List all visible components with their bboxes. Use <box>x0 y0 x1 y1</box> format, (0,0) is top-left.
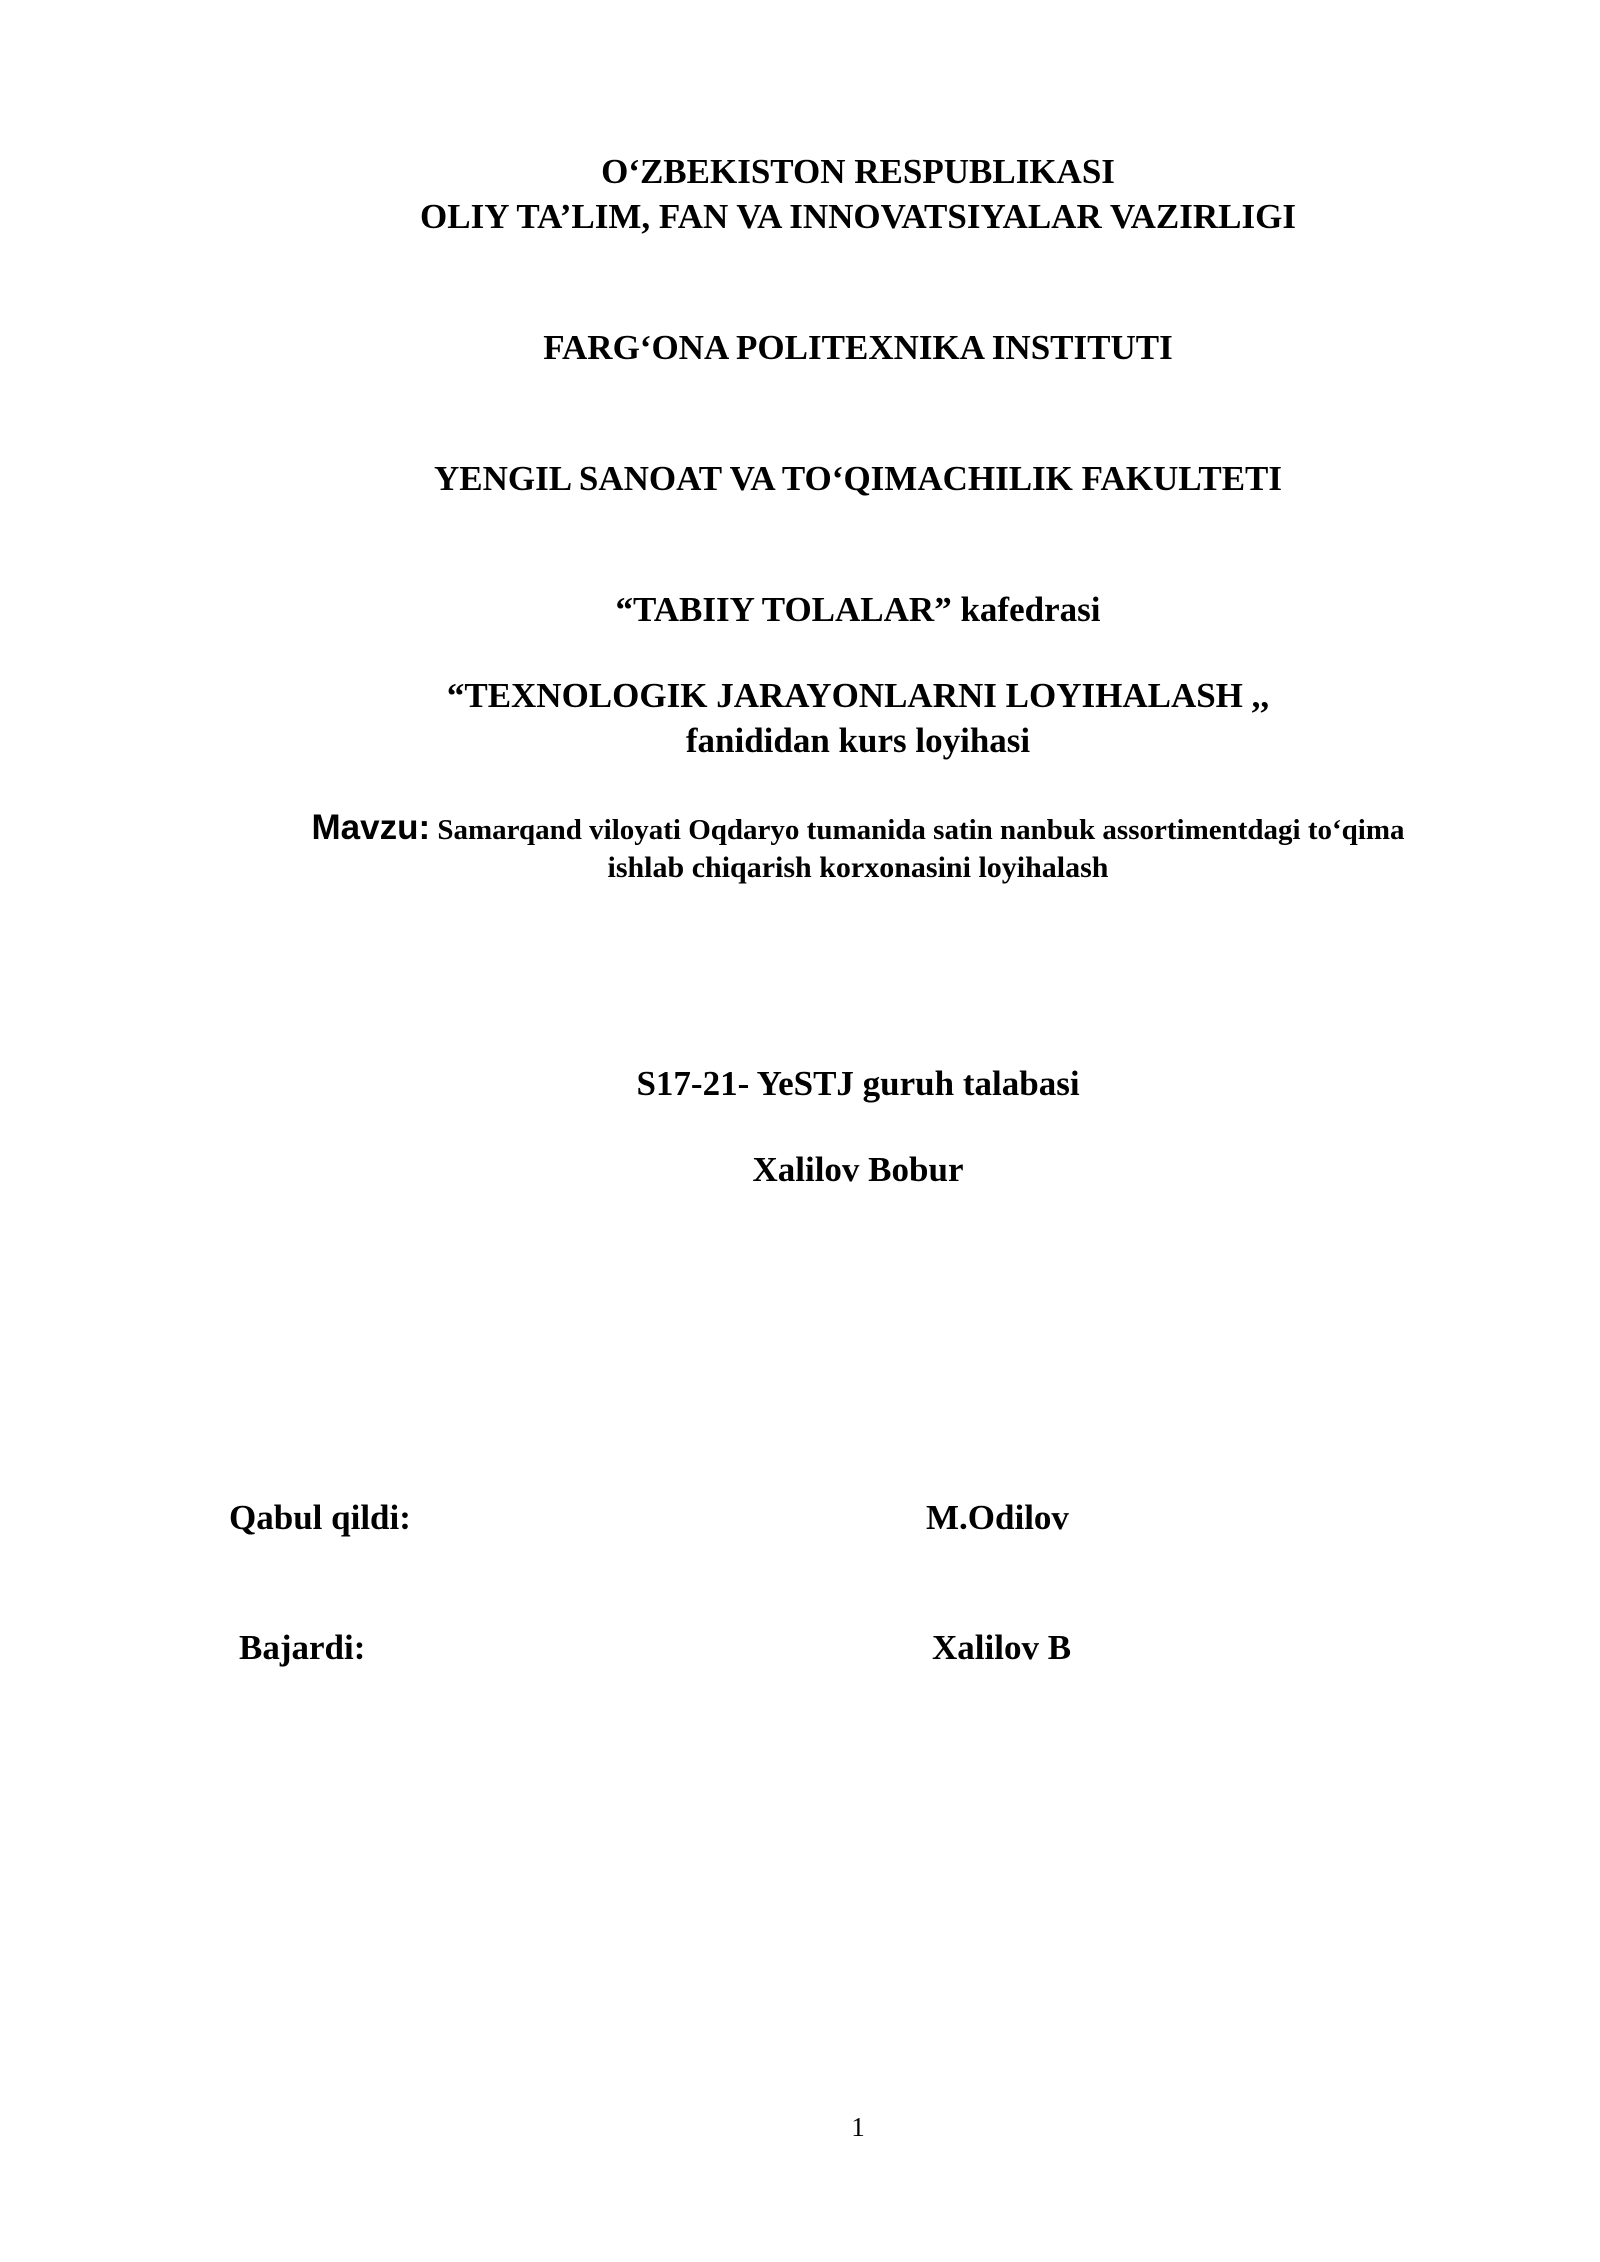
department-suffix: kafedrasi <box>951 590 1101 629</box>
topic-text-2: ishlab chiqarish korxonasini loyihalash <box>607 851 1109 884</box>
department-name: “TABIIY TOLALAR” <box>615 590 952 629</box>
subject-title: “TEXNOLOGIK JARAYONLARNI LOYIHALASH ,, <box>446 676 1270 715</box>
faculty-title: YENGIL SANOAT VA TO‘QIMACHILIK FAKULTETI <box>433 459 1283 498</box>
department-title <box>0 590 1600 630</box>
subject-subtitle: fanididan kurs loyihasi <box>685 721 1031 760</box>
institute-title: FARG‘ONA POLITEXNIKA INSTITUTI <box>543 328 1173 367</box>
done-label: Bajardi: <box>239 1628 366 1667</box>
page-number: 1 <box>851 2112 865 2142</box>
accepted-label: Qabul qildi: <box>229 1498 411 1537</box>
accepted-name: M.Odilov <box>926 1498 1069 1537</box>
topic-line-1 <box>0 808 1600 848</box>
student-name: Xalilov Bobur <box>752 1150 964 1189</box>
topic-label: Mavzu: <box>311 808 431 847</box>
ministry-country-line: O‘ZBEKISTON RESPUBLIKASI <box>601 152 1115 191</box>
student-group: S17-21- YeSTJ guruh talabasi <box>636 1064 1080 1103</box>
topic-text-1: Samarqand viloyati Oqdaryo tumanida satin nanbuk assortimentdagi to‘qima <box>430 814 1405 846</box>
ministry-name-line: OLIY TA’LIM, FAN VA INNOVATSIYALAR VAZIRLIGI <box>420 197 1296 236</box>
done-name: Xalilov B <box>932 1628 1072 1667</box>
